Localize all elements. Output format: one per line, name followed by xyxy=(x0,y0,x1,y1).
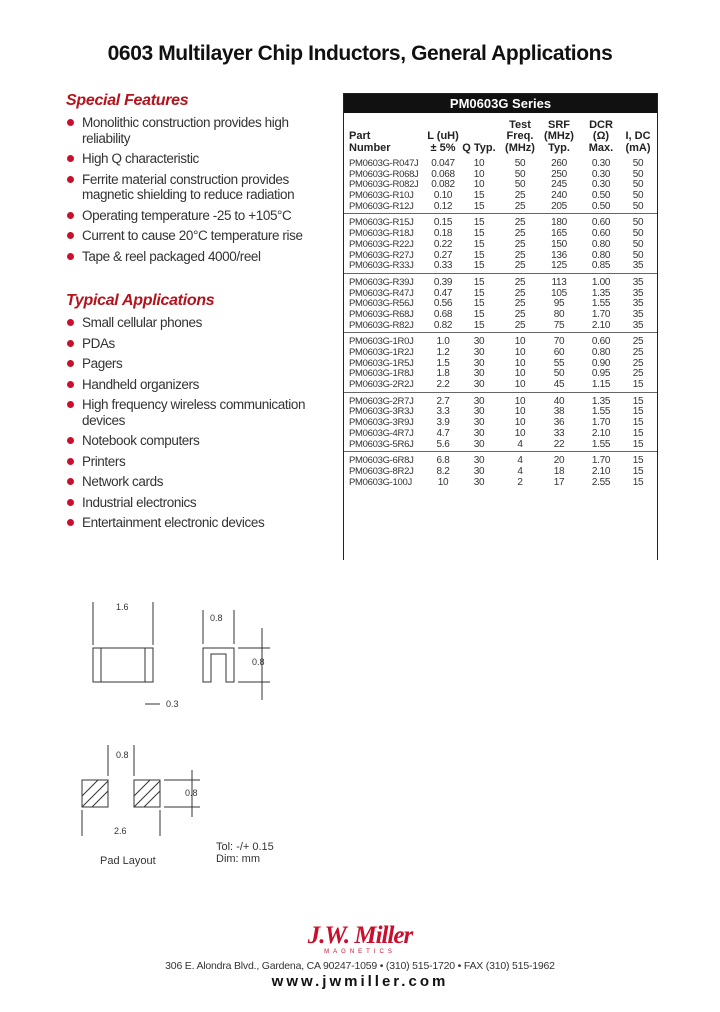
table-cell: 105 xyxy=(551,287,567,299)
column-header-line: Test xyxy=(509,118,531,131)
table-cell: 25 xyxy=(514,287,526,299)
table-cell: 0.068 xyxy=(431,168,455,180)
table-cell: 35 xyxy=(632,276,644,288)
column-header-line: Typ. xyxy=(548,141,570,154)
table-cell: 10 xyxy=(514,368,526,380)
table-cell: 1.5 xyxy=(436,357,450,369)
table-cell: 0.10 xyxy=(433,190,453,202)
table-cell: 10 xyxy=(514,427,526,439)
table-cell: 4 xyxy=(517,465,523,477)
table-cell: 25 xyxy=(514,260,526,272)
table-cell: 40 xyxy=(553,395,565,407)
table-cell: 0.22 xyxy=(433,238,453,250)
table-cell: 35 xyxy=(632,308,644,320)
column-header-line: Freq. xyxy=(506,130,534,142)
dim-width: 0.8 xyxy=(210,613,223,623)
column-header-line: (mA) xyxy=(625,141,651,154)
table-cell: 1.55 xyxy=(591,406,611,418)
table-cell: 50 xyxy=(514,158,526,169)
table-cell: 0.12 xyxy=(433,200,453,212)
table-cell: 25 xyxy=(514,228,526,240)
column-header-line: (MHz) xyxy=(544,130,574,142)
table-cell: 50 xyxy=(514,168,526,180)
feature-item-text: Ferrite material construction provides magnetic shielding to reduce radiation xyxy=(82,171,295,202)
table-cell: 10 xyxy=(437,476,449,488)
table-cell: 0.60 xyxy=(591,217,611,229)
table-cell: 30 xyxy=(473,347,485,358)
feature-item-text: Monolithic construction provides high reliability xyxy=(82,115,289,146)
table-cell: 45 xyxy=(553,379,565,391)
dim-term: 0.3 xyxy=(166,699,179,709)
column-header-line: DCR xyxy=(589,118,613,131)
series-title: PM0603G Series xyxy=(344,94,657,113)
table-cell: 0.30 xyxy=(591,168,611,180)
table-cell: 10 xyxy=(514,417,526,429)
application-item-text: Pagers xyxy=(82,356,123,371)
table-cell: 0.15 xyxy=(433,217,453,229)
table-cell: 30 xyxy=(473,406,485,418)
table-cell: 50 xyxy=(632,217,644,229)
table-cell: 35 xyxy=(632,298,644,310)
table-cell: 35 xyxy=(632,260,644,272)
table-cell: 25 xyxy=(632,357,644,369)
table-cell: 30 xyxy=(473,417,485,429)
table-cell: 25 xyxy=(514,217,526,229)
table-cell: 15 xyxy=(473,308,485,320)
application-item-text: Notebook computers xyxy=(82,433,200,448)
table-cell: 10 xyxy=(514,357,526,369)
table-cell: PM0603G-R33J xyxy=(349,260,414,272)
table-cell: 1.2 xyxy=(436,347,450,358)
table-cell: 10 xyxy=(473,179,485,191)
table-cell: PM0603G-2R2J xyxy=(349,379,414,391)
table-cell: 5.6 xyxy=(436,438,450,450)
table-cell: 0.90 xyxy=(591,357,611,369)
dim-height: 0.8 xyxy=(252,657,265,667)
table-cell: 4 xyxy=(517,455,523,467)
table-cell: 4 xyxy=(517,438,523,450)
column-header-line: (Ω) xyxy=(592,130,610,142)
feature-item-text: Operating temperature -25 to +105°C xyxy=(82,207,292,223)
table-cell: 3.9 xyxy=(436,417,450,429)
table-cell: 50 xyxy=(632,200,644,212)
table-cell: PM0603G-4R7J xyxy=(349,427,414,439)
table-cell: PM0603G-R18J xyxy=(349,228,414,240)
table-cell: 30 xyxy=(473,427,485,439)
table-cell: 0.50 xyxy=(591,190,611,202)
table-cell: 1.0 xyxy=(436,336,450,348)
table-cell: 0.33 xyxy=(433,260,453,272)
table-cell: 25 xyxy=(514,308,526,320)
table-cell: 0.80 xyxy=(591,249,611,261)
page-title: 0603 Multilayer Chip Inductors, General Applications xyxy=(107,42,613,65)
table-cell: 70 xyxy=(553,336,565,348)
table-cell: 25 xyxy=(632,368,644,380)
table-cell: 55 xyxy=(553,357,565,369)
chip-end-view xyxy=(203,648,234,682)
table-cell: 0.047 xyxy=(431,158,455,169)
table-cell: PM0603G-R082J xyxy=(349,179,419,191)
table-cell: 25 xyxy=(514,200,526,212)
table-cell: 15 xyxy=(632,406,644,418)
table-cell: 25 xyxy=(514,190,526,202)
table-cell: 0.80 xyxy=(591,347,611,358)
table-cell: 60 xyxy=(553,347,565,358)
table-cell: 250 xyxy=(551,168,567,180)
table-cell: 2.7 xyxy=(436,395,450,407)
pad-height: 0.8 xyxy=(185,788,198,798)
table-cell: 22 xyxy=(553,438,565,450)
table-cell: 2.55 xyxy=(591,476,611,488)
chip-outline xyxy=(93,648,153,682)
table-cell: 245 xyxy=(551,179,567,191)
application-item-text: Small cellular phones xyxy=(82,315,202,330)
table-cell: 4.7 xyxy=(436,427,450,439)
table-cell: 10 xyxy=(514,379,526,391)
dimension-unit-note: Dim: mm xyxy=(216,853,260,865)
table-cell: PM0603G-1R0J xyxy=(349,336,414,348)
table-cell: 15 xyxy=(473,276,485,288)
table-cell: PM0603G-R12J xyxy=(349,200,414,212)
company-logo: J.W. Miller xyxy=(307,922,413,949)
table-cell: PM0603G-100J xyxy=(349,476,412,488)
table-cell: 0.50 xyxy=(591,200,611,212)
company-logo-sub: MAGNETICS xyxy=(324,949,396,955)
table-cell: 15 xyxy=(632,427,644,439)
table-cell: 30 xyxy=(473,368,485,380)
company-address: 306 E. Alondra Blvd., Gardena, CA 90247-1059 • (310) 515-1720 • FAX (310) 515-1962 xyxy=(165,960,555,972)
pad-width: 0.8 xyxy=(116,750,129,760)
table-cell: 6.8 xyxy=(436,455,450,467)
table-cell: 15 xyxy=(473,217,485,229)
table-cell: 80 xyxy=(553,308,565,320)
typical-applications-heading: Typical Applications xyxy=(66,292,215,309)
column-header-line: Part xyxy=(349,130,371,142)
table-cell: 10 xyxy=(473,158,485,169)
table-cell: 10 xyxy=(514,406,526,418)
table-cell: 0.82 xyxy=(433,319,453,331)
table-cell: 17 xyxy=(553,476,565,488)
table-cell: 15 xyxy=(473,287,485,299)
table-cell: 25 xyxy=(514,319,526,331)
table-cell: 36 xyxy=(553,417,565,429)
table-cell: 15 xyxy=(473,249,485,261)
table-cell: 205 xyxy=(551,200,567,212)
table-cell: 240 xyxy=(551,190,567,202)
table-cell: 15 xyxy=(473,190,485,202)
table-cell: 260 xyxy=(551,158,567,169)
table-cell: PM0603G-1R2J xyxy=(349,347,414,358)
application-item-text: High frequency wireless communication devices xyxy=(82,397,306,428)
table-cell: 50 xyxy=(632,238,644,250)
column-header-line: (MHz) xyxy=(505,141,535,154)
table-cell: 0.60 xyxy=(591,336,611,348)
table-cell: 165 xyxy=(551,228,567,240)
table-cell: 1.70 xyxy=(591,417,611,429)
application-item-text: Industrial electronics xyxy=(82,494,197,510)
table-cell: PM0603G-R068J xyxy=(349,168,419,180)
application-item-text: PDAs xyxy=(82,335,115,351)
application-item-text: Printers xyxy=(82,453,126,469)
company-website[interactable]: www.jwmiller.com xyxy=(271,973,449,990)
table-cell: 50 xyxy=(632,228,644,240)
application-item-text: Network cards xyxy=(82,474,164,489)
table-cell: 2.10 xyxy=(591,427,611,439)
table-cell: 0.30 xyxy=(591,158,611,169)
table-cell: 30 xyxy=(473,357,485,369)
table-cell: 50 xyxy=(632,190,644,202)
pad-left-hatch xyxy=(82,780,108,807)
table-cell: 15 xyxy=(632,395,644,407)
column-header-line: I, DC xyxy=(625,130,651,142)
table-cell: 95 xyxy=(553,298,565,310)
table-cell: 0.80 xyxy=(591,238,611,250)
table-cell: 50 xyxy=(632,168,644,180)
table-cell: 1.55 xyxy=(591,298,611,310)
table-cell: PM0603G-R22J xyxy=(349,238,414,250)
table-cell: 0.30 xyxy=(591,179,611,191)
table-cell: 2.10 xyxy=(591,319,611,331)
table-cell: 50 xyxy=(553,368,565,380)
pad-span: 2.6 xyxy=(114,826,127,836)
table-cell: PM0603G-2R7J xyxy=(349,395,414,407)
table-cell: PM0603G-3R9J xyxy=(349,417,414,429)
table-cell: 1.35 xyxy=(591,395,611,407)
table-cell: 1.00 xyxy=(591,276,611,288)
table-cell: 15 xyxy=(473,260,485,272)
table-cell: 25 xyxy=(632,336,644,348)
table-cell: 35 xyxy=(632,287,644,299)
table-cell: PM0603G-R10J xyxy=(349,190,414,202)
table-cell: PM0603G-R68J xyxy=(349,308,414,320)
pad-right-hatch xyxy=(134,780,160,807)
table-cell: 15 xyxy=(632,438,644,450)
table-cell: 25 xyxy=(514,276,526,288)
table-cell: 150 xyxy=(551,238,567,250)
table-cell: 50 xyxy=(632,179,644,191)
table-cell: 30 xyxy=(473,465,485,477)
table-cell: 50 xyxy=(632,249,644,261)
table-cell: 25 xyxy=(514,249,526,261)
table-cell: 0.68 xyxy=(433,308,453,320)
table-cell: 15 xyxy=(632,379,644,391)
table-cell: 180 xyxy=(551,217,567,229)
feature-item-text: Current to cause 20°C temperature rise xyxy=(82,228,303,243)
table-cell: 0.95 xyxy=(591,368,611,380)
application-item-text: Handheld organizers xyxy=(82,376,199,392)
feature-item-text: High Q characteristic xyxy=(82,151,199,166)
table-cell: 15 xyxy=(632,417,644,429)
table-cell: 15 xyxy=(632,465,644,477)
table-cell: PM0603G-R39J xyxy=(349,276,414,288)
table-cell: 38 xyxy=(553,406,565,418)
table-cell: 0.56 xyxy=(433,298,453,310)
table-cell: 0.27 xyxy=(433,249,453,261)
table-cell: 25 xyxy=(632,347,644,358)
table-cell: PM0603G-8R2J xyxy=(349,465,414,477)
table-cell: 1.55 xyxy=(591,438,611,450)
table-cell: 0.85 xyxy=(591,260,611,272)
table-cell: 30 xyxy=(473,438,485,450)
table-cell: 1.70 xyxy=(591,308,611,320)
table-cell: 50 xyxy=(514,179,526,191)
table-cell: PM0603G-1R8J xyxy=(349,368,414,380)
table-cell: 2.10 xyxy=(591,465,611,477)
table-cell: 18 xyxy=(553,465,565,477)
table-cell: 75 xyxy=(553,319,565,331)
table-cell: 15 xyxy=(473,319,485,331)
table-cell: 30 xyxy=(473,379,485,391)
table-cell: 15 xyxy=(632,476,644,488)
table-cell: PM0603G-R15J xyxy=(349,217,414,229)
pad-layout-label: Pad Layout xyxy=(100,855,156,867)
table-cell: 0.47 xyxy=(433,287,453,299)
table-cell: 30 xyxy=(473,455,485,467)
table-cell: 3.3 xyxy=(436,406,450,418)
table-cell: 30 xyxy=(473,476,485,488)
table-cell: 20 xyxy=(553,455,565,467)
table-cell: 35 xyxy=(632,319,644,331)
column-header-line: Max. xyxy=(588,141,614,154)
table-cell: PM0603G-R56J xyxy=(349,298,414,310)
table-cell: 1.15 xyxy=(591,379,611,391)
column-header-line: Number xyxy=(349,141,391,154)
table-cell: PM0603G-3R3J xyxy=(349,406,414,418)
table-cell: 10 xyxy=(514,336,526,348)
table-cell: 10 xyxy=(514,395,526,407)
table-cell: 15 xyxy=(473,200,485,212)
table-cell: 2.2 xyxy=(436,379,450,391)
table-cell: 0.39 xyxy=(433,276,453,288)
table-cell: 0.60 xyxy=(591,228,611,240)
table-cell: 0.082 xyxy=(431,179,455,191)
table-cell: PM0603G-R047J xyxy=(349,158,419,169)
column-header-line: Q Typ. xyxy=(462,141,496,154)
table-cell: PM0603G-5R6J xyxy=(349,438,414,450)
table-cell: 25 xyxy=(514,298,526,310)
tolerance-note: Tol: -/+ 0.15 xyxy=(216,841,274,853)
table-cell: 1.8 xyxy=(436,368,450,380)
table-cell: 25 xyxy=(514,238,526,250)
table-cell: 136 xyxy=(551,249,567,261)
table-cell: 113 xyxy=(551,276,567,288)
table-cell: 0.18 xyxy=(433,228,453,240)
table-cell: 30 xyxy=(473,395,485,407)
dim-length: 1.6 xyxy=(116,602,129,612)
table-cell: PM0603G-1R5J xyxy=(349,357,414,369)
table-cell: PM0603G-6R8J xyxy=(349,455,414,467)
table-cell: 15 xyxy=(632,455,644,467)
table-cell: PM0603G-R27J xyxy=(349,249,414,261)
feature-item-text: Tape & reel packaged 4000/reel xyxy=(82,248,261,264)
table-cell: 125 xyxy=(551,260,567,272)
table-cell: 15 xyxy=(473,298,485,310)
column-header-line: ± 5% xyxy=(430,141,456,154)
table-cell: 33 xyxy=(553,427,565,439)
table-cell: 15 xyxy=(473,228,485,240)
table-cell: 50 xyxy=(632,158,644,169)
table-cell: PM0603G-R82J xyxy=(349,319,414,331)
table-cell: 30 xyxy=(473,336,485,348)
table-cell: 15 xyxy=(473,238,485,250)
table-cell: 10 xyxy=(514,347,526,358)
table-cell: 10 xyxy=(473,168,485,180)
table-cell: 1.70 xyxy=(591,455,611,467)
column-header-line: SRF xyxy=(548,118,570,131)
column-header-line: L (uH) xyxy=(427,130,459,142)
table-cell: PM0603G-R47J xyxy=(349,287,414,299)
table-cell: 2 xyxy=(517,476,523,488)
table-cell: 1.35 xyxy=(591,287,611,299)
table-cell: 8.2 xyxy=(436,465,450,477)
special-features-heading: Special Features xyxy=(66,92,189,109)
application-item-text: Entertainment electronic devices xyxy=(82,515,265,530)
